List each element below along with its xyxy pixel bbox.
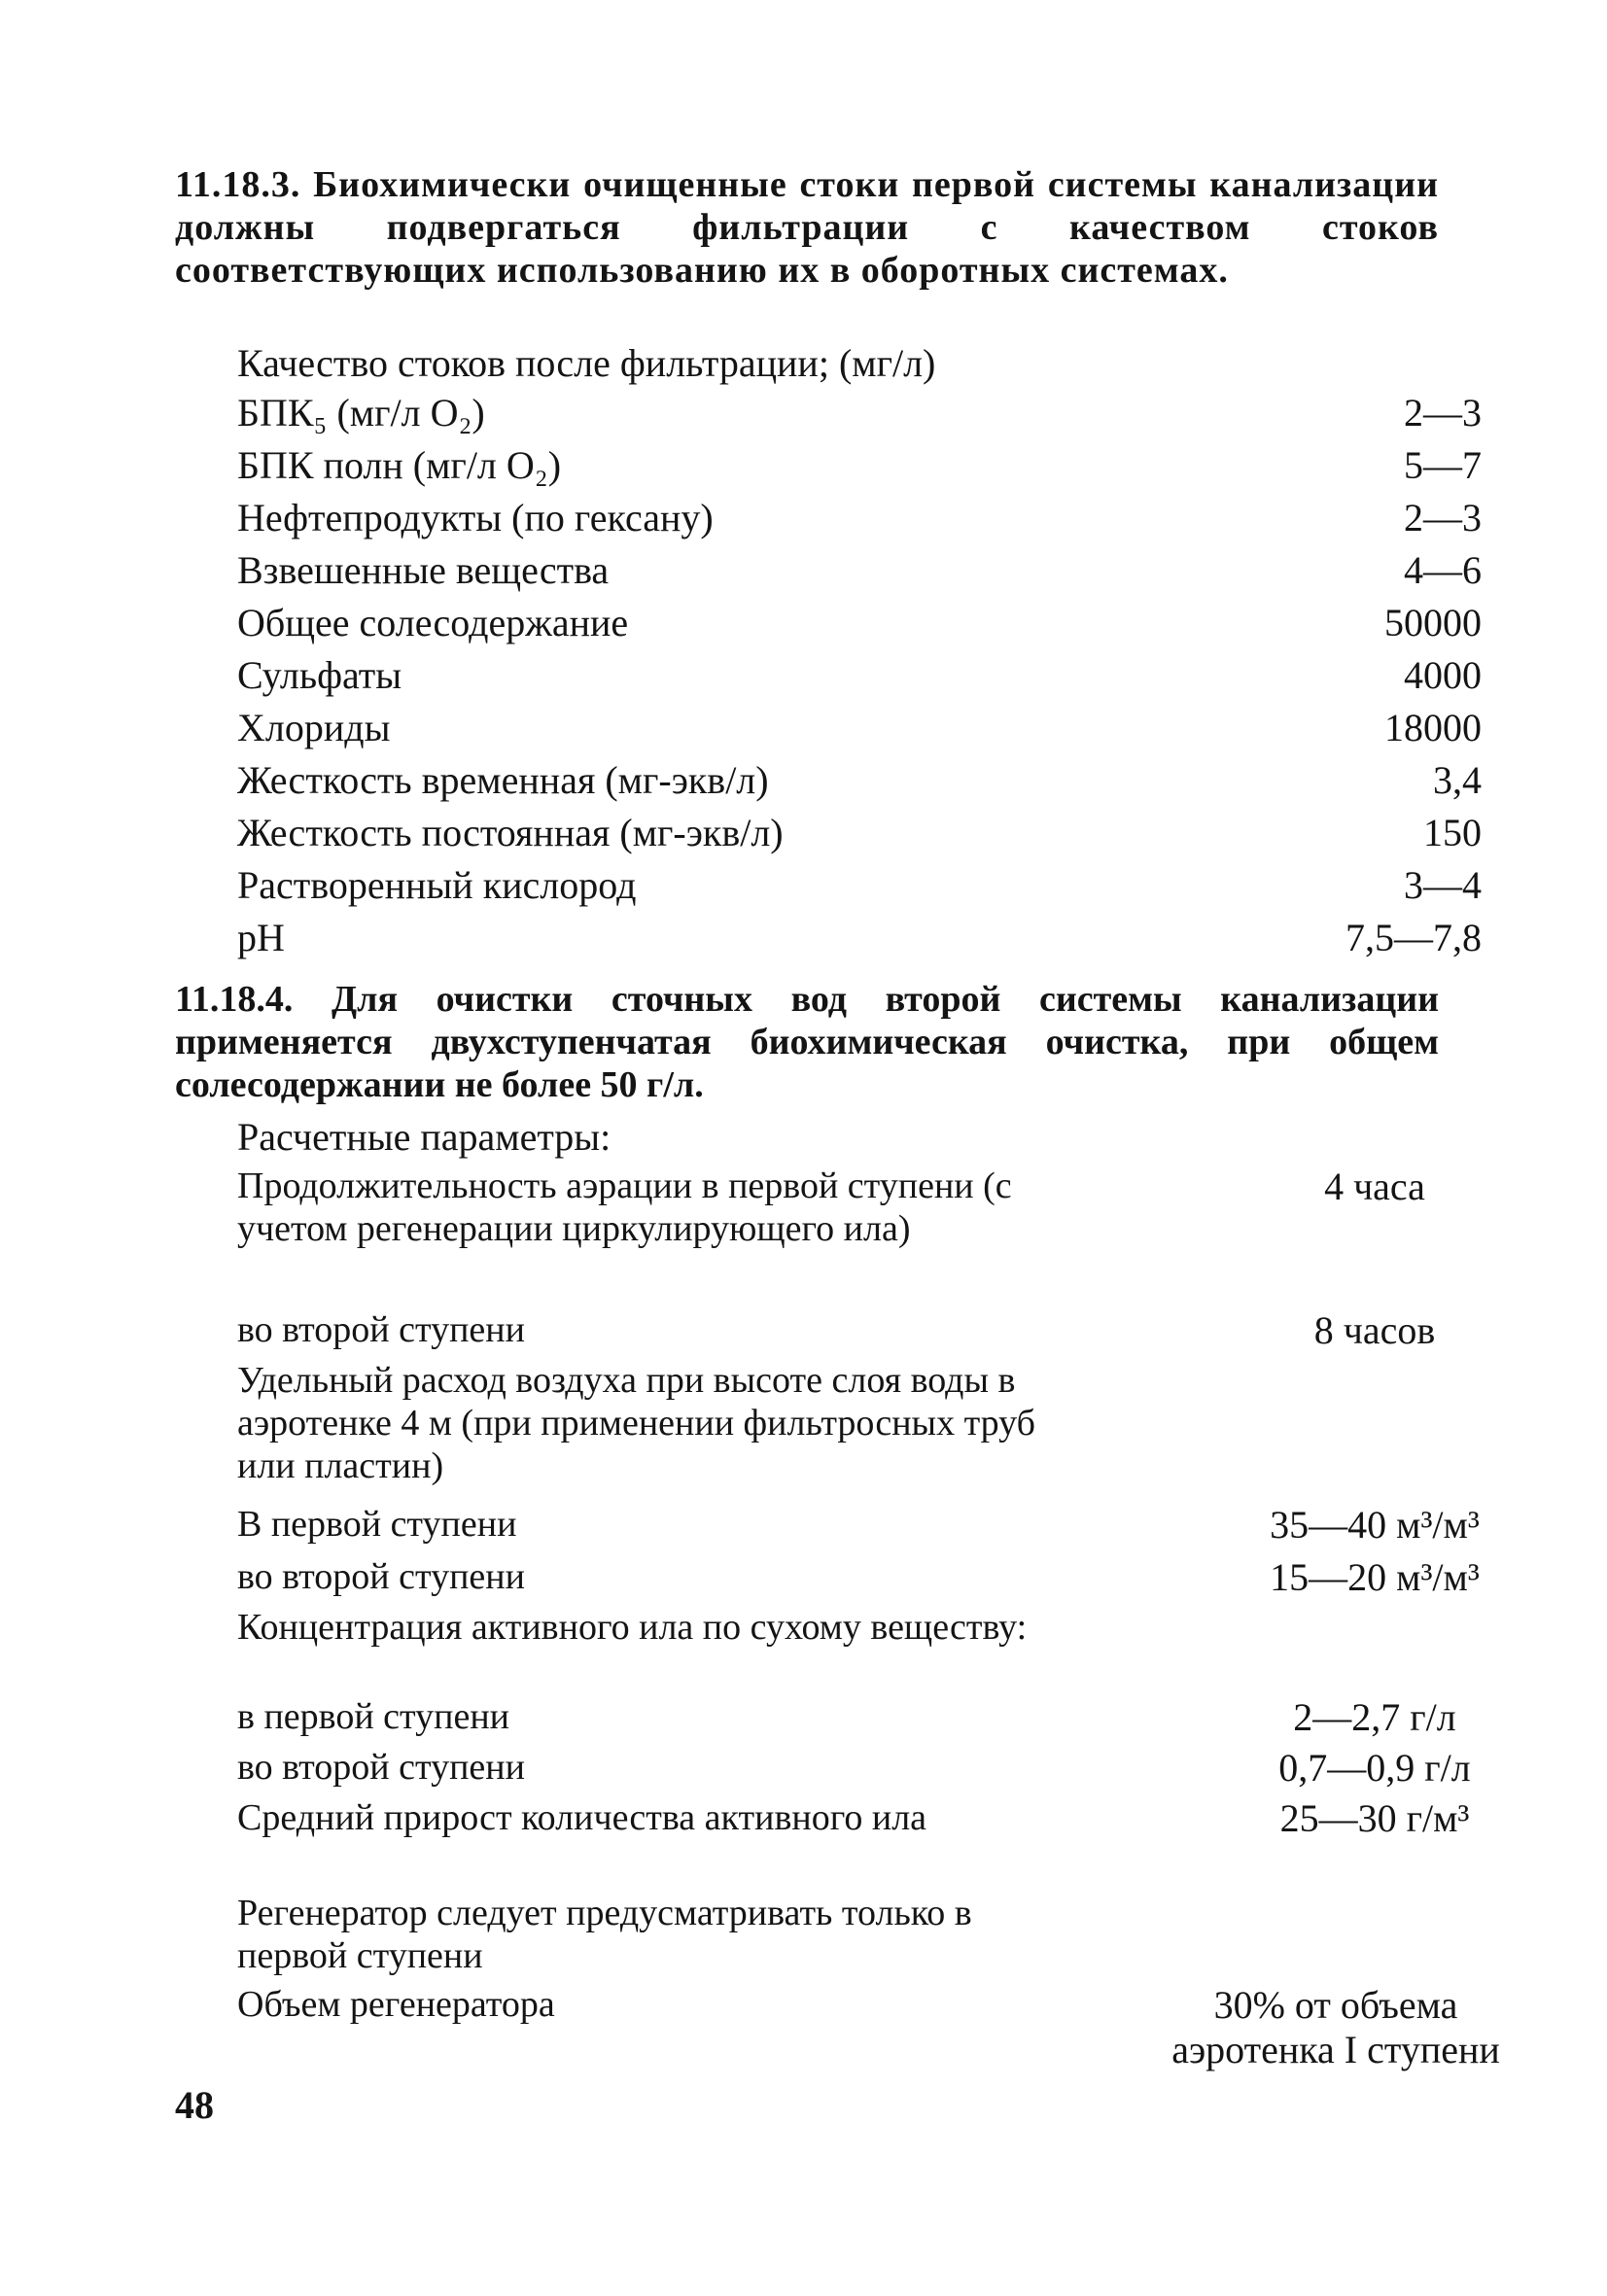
quality-label: pH [237,916,285,959]
params-heading: Расчетные параметры: [237,1115,611,1159]
page-number: 48 [175,2083,214,2127]
param-label: Удельный расход воздуха при высоте слоя воды в аэротенке 4 м (при применении фильтросных труб или пластин) [237,1360,1035,1486]
paragraph-11-18-4 [175,978,1439,1106]
quality-value: 3—4 [1404,863,1482,907]
volume-value-text: 30% от объема аэротенка I ступени [1171,1983,1500,2071]
param-label: Продолжительность аэрации в первой ступени (с учетом регенерации циркулирующего ила) [237,1165,1012,1249]
quality-label: Растворенный кислород [237,863,637,907]
quality-value: 5—7 [1404,443,1482,487]
quality-label: Взвешенные вещества [237,548,610,592]
param-value: 0,7—0,9 г/л [1278,1746,1471,1790]
quality-label: Хлориды [237,706,391,749]
quality-heading: Качество стоков после фильтрации; (мг/л) [237,341,936,385]
clause-number: 11.18.3. [175,164,301,205]
param-value: 15—20 м³/м³ [1270,1555,1480,1599]
quality-label: Жесткость временная (мг-экв/л) [237,758,769,802]
quality-value: 7,5—7,8 [1345,916,1482,959]
quality-label: Жесткость постоянная (мг-экв/л) [237,811,784,854]
param-value [986,1983,1607,2072]
param-label: Средний прирост количества активного ила [237,1797,927,1838]
quality-label: БПК₅ (мг/л O₂) [237,391,485,435]
clause-text: Для очистки сточных вод второй системы канализации применяется двухступенчатая биохимическая очистка, при общем солесодержании не более 50 г/л. [175,979,1439,1105]
quality-value: 4000 [1404,653,1482,697]
param-label: во второй ступени [237,1309,525,1350]
param-label: Концентрация активного ила по сухому веществу: [237,1607,1028,1648]
param-label: Регенератор следует предусматривать только в первой ступени [237,1893,972,1976]
param-label: во второй ступени [237,1747,525,1788]
quality-label: БПК полн (мг/л O₂) [237,443,562,487]
param-value: 25—30 г/м³ [1279,1796,1470,1840]
param-value: 4 часа [1324,1165,1425,1208]
param-label: В первой ступени [237,1504,517,1545]
clause-number: 11.18.4. [175,979,294,1020]
quality-value: 2—3 [1404,391,1482,435]
param-value: 8 часов [1313,1308,1436,1352]
param-label: во второй ступени [237,1556,525,1597]
quality-value: 150 [1423,811,1482,854]
quality-label: Общее солесодержание [237,601,629,644]
param-value: 35—40 м³/м³ [1270,1503,1480,1547]
param-value: 2—2,7 г/л [1293,1695,1456,1739]
quality-value: 3,4 [1433,758,1482,802]
quality-label: Нефтепродукты (по гексану) [237,496,714,539]
paragraph-11-18-3 [175,163,1439,292]
clause-text: Биохимически очищенные стоки первой системы канализации должны подвергаться фильтрации с качеством стоков соответствующих использованию их в оборотных системах. [175,164,1439,291]
quality-value: 50000 [1384,601,1482,644]
param-label: Объем регенератора [237,1984,555,2025]
quality-label: Сульфаты [237,653,402,697]
quality-value: 2—3 [1404,496,1482,539]
quality-value: 18000 [1384,706,1482,749]
param-label: в первой ступени [237,1696,510,1737]
quality-value: 4—6 [1404,548,1482,592]
